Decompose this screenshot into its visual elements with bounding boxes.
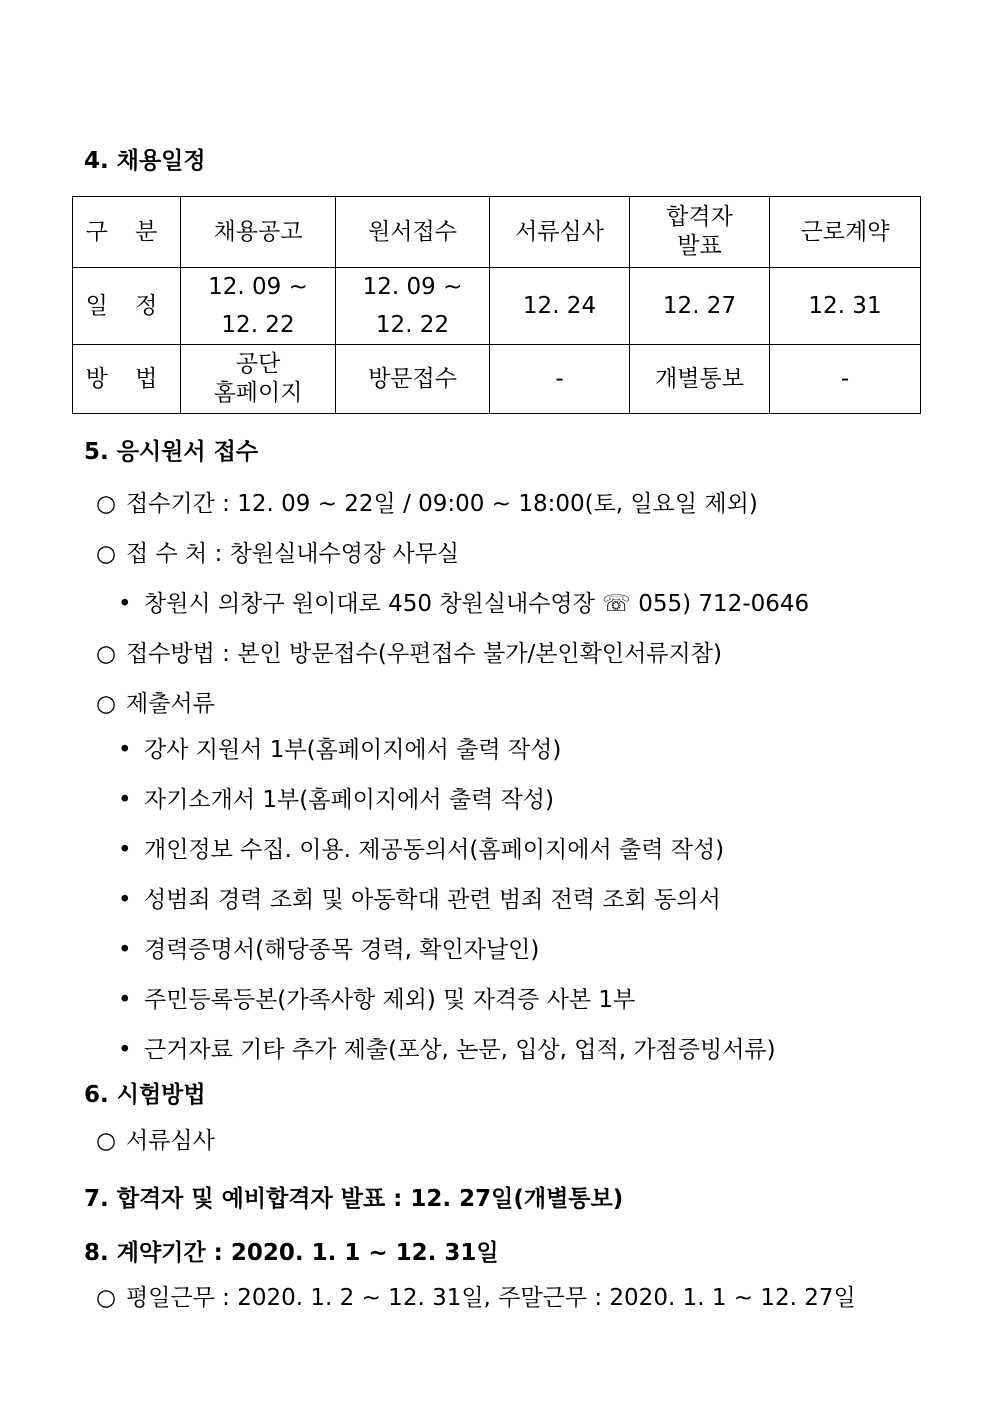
section-7-heading: 7. 합격자 및 예비합격자 발표 : 12. 27일(개별통보) [84, 1186, 624, 1212]
header-announce: 합격자 발표 [630, 197, 770, 268]
circle-icon: ○ [96, 641, 117, 667]
circle-icon: ○ [96, 1128, 117, 1154]
documents-title: ○ 제출서류 [96, 691, 215, 717]
method-screening: - [490, 345, 630, 414]
section-6-heading: 6. 시험방법 [84, 1082, 206, 1108]
document-item: • 주민등록등본(가족사항 제외) 및 자격증 사본 1부 [118, 987, 636, 1013]
circle-icon: ○ [96, 491, 117, 517]
circle-icon: ○ [96, 541, 117, 567]
document-item: • 성범죄 경력 조회 및 아동학대 관련 범죄 전력 조회 동의서 [118, 887, 721, 913]
bullet-icon: • [118, 837, 132, 863]
section-5-heading: 5. 응시원서 접수 [84, 439, 259, 465]
schedule-contract: 12. 31 [770, 268, 921, 345]
method-receipt: 방문접수 [336, 345, 490, 414]
header-screening: 서류심사 [490, 197, 630, 268]
recruitment-schedule-table [72, 196, 921, 414]
bullet-icon: • [118, 1037, 132, 1063]
document-item: • 강사 지원서 1부(홈페이지에서 출력 작성) [118, 737, 562, 763]
schedule-label: 일 정 [73, 268, 181, 345]
method-label: 방 법 [73, 345, 181, 414]
header-category: 구 분 [73, 197, 181, 268]
circle-icon: ○ [96, 1285, 117, 1311]
document-item: • 개인정보 수집. 이용. 제공동의서(홈페이지에서 출력 작성) [118, 837, 725, 863]
bullet-icon: • [118, 887, 132, 913]
bullet-icon: • [118, 591, 132, 617]
document-item: • 경력증명서(해당종목 경력, 확인자날인) [118, 937, 540, 963]
method-notice: 공단 홈페이지 [181, 345, 336, 414]
work-period-item: ○ 평일근무 : 2020. 1. 2 ~ 12. 31일, 주말근무 : 2020. 1. 1 ~ 12. 27일 [96, 1285, 856, 1311]
receipt-address: • 창원시 의창구 원이대로 450 창원실내수영장 ☏ 055) 712-0646 [118, 591, 810, 617]
header-contract: 근로계약 [770, 197, 921, 268]
table-header-row [73, 197, 921, 268]
bullet-icon: • [118, 787, 132, 813]
bullet-icon: • [118, 987, 132, 1013]
exam-method-item: ○ 서류심사 [96, 1128, 215, 1154]
schedule-screening: 12. 24 [490, 268, 630, 345]
schedule-announce: 12. 27 [630, 268, 770, 345]
method-announce: 개별통보 [630, 345, 770, 414]
bullet-icon: • [118, 937, 132, 963]
section-4-heading: 4. 채용일정 [84, 148, 206, 174]
receipt-method: ○ 접수방법 : 본인 방문접수(우편접수 불가/본인확인서류지참) [96, 641, 722, 667]
header-receipt: 원서접수 [336, 197, 490, 268]
section-8-heading: 8. 계약기간 : 2020. 1. 1 ~ 12. 31일 [84, 1240, 499, 1266]
document-item: • 근거자료 기타 추가 제출(포상, 논문, 입상, 업적, 가점증빙서류) [118, 1037, 776, 1063]
circle-icon: ○ [96, 691, 117, 717]
table-row-schedule [73, 268, 921, 345]
method-contract: - [770, 345, 921, 414]
header-notice: 채용공고 [181, 197, 336, 268]
receipt-place: ○ 접 수 처 : 창원실내수영장 사무실 [96, 541, 460, 567]
schedule-receipt: 12. 09 ~ 12. 22 [336, 268, 490, 345]
schedule-notice: 12. 09 ~ 12. 22 [181, 268, 336, 345]
table-row-method [73, 345, 921, 414]
receipt-period: ○ 접수기간 : 12. 09 ~ 22일 / 09:00 ~ 18:00(토, 일요일 제외) [96, 491, 758, 517]
document-item: • 자기소개서 1부(홈페이지에서 출력 작성) [118, 787, 555, 813]
bullet-icon: • [118, 737, 132, 763]
